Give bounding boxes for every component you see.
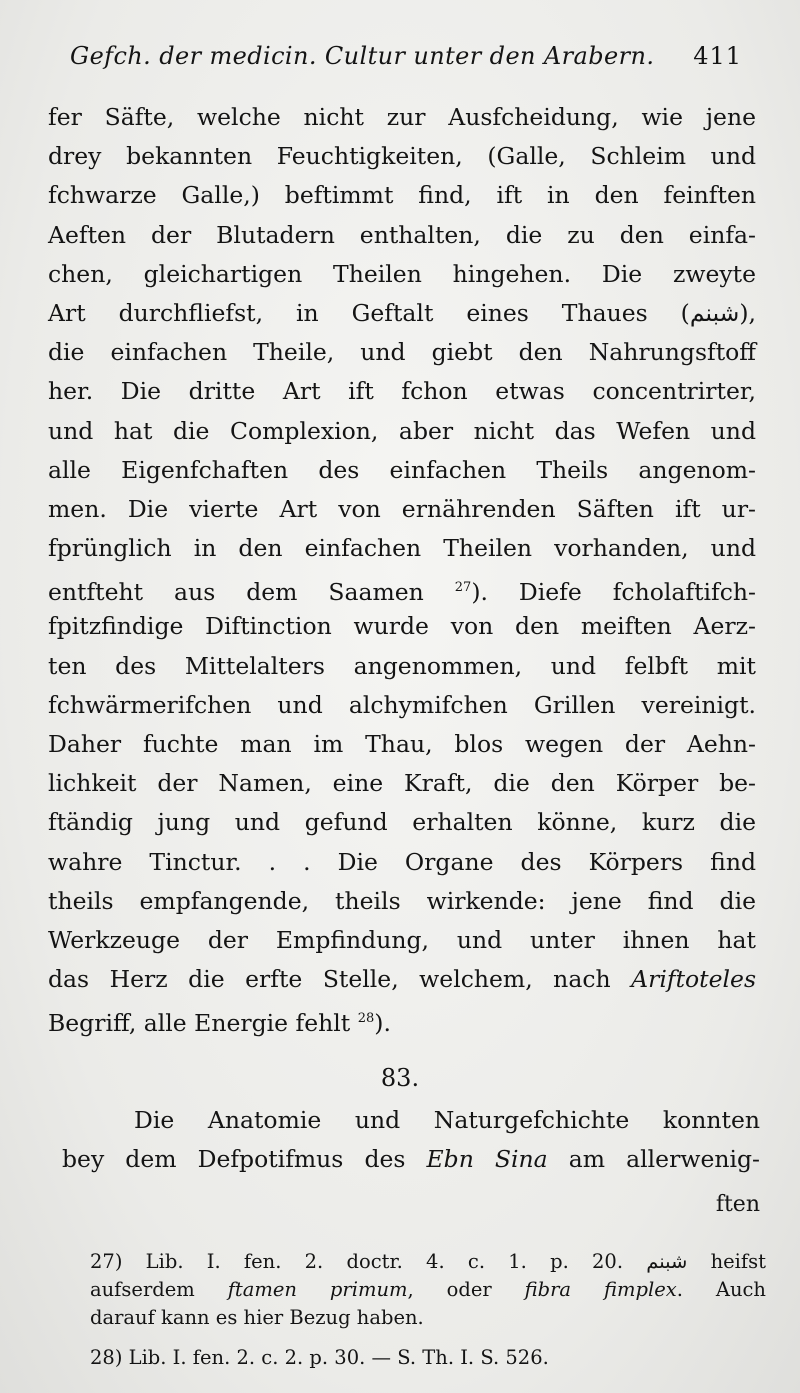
text-line: fprünglich in den einfachen Theilen vorhanden, und (48, 534, 756, 563)
text-segment: bey dem Defpotifmus des (62, 1145, 406, 1173)
text-line: Daher fuchte man im Thau, blos wegen der Aehn- (48, 730, 756, 758)
footnote-27-line: darauf kann es hier Bezug haben. (90, 1306, 424, 1329)
text-line (62, 1140, 760, 1179)
text-line: Aeften der Blutadern enthalten, die zu den einfa- (48, 220, 756, 249)
text-segment: 27) Lib. I. fen. 2. doctr. 4. c. 1. p. 20. (90, 1250, 624, 1273)
latin-term: fibra fimplex (524, 1278, 677, 1301)
section-number: 83. (380, 1064, 420, 1092)
author-name: Ariftoteles (631, 965, 756, 994)
text-line: fpitzfindige Diftinction wurde von den meiften Aerz- (48, 612, 756, 641)
author-name: Ebn Sina (426, 1145, 548, 1173)
text-line: theils empfangende, theils wirkende: jene find die (48, 886, 756, 915)
main-paragraph (48, 98, 756, 1039)
text-line: und hat die Complexion, aber nicht das Wefen und (48, 416, 756, 445)
text-line: men. Die vierte Art von ernährenden Säften ift ur- (48, 494, 756, 523)
text-line: ftändig jung und gefund erhalten könne, kurz die (48, 808, 756, 837)
text-line: Die Anatomie und Naturgefchichte konnten (134, 1106, 760, 1134)
text-line: Werkzeuge der Empfindung, und unter ihnen hat (48, 925, 756, 954)
text-segment: entfteht aus dem Saamen (48, 578, 424, 607)
text-line: fer Säfte, welche nicht zur Ausfcheidung, wie jene (48, 103, 756, 131)
text-line: die einfachen Theile, und giebt den Nahrungsftoff (48, 338, 756, 367)
latin-term: ftamen primum (227, 1278, 408, 1301)
text-segment: . Auch (676, 1278, 766, 1301)
text-line (48, 568, 756, 607)
arabic-word: شبنم (689, 298, 740, 327)
text-segment: Art durchfliefst, in Geftalt eines Thaues ( (48, 298, 690, 327)
text-line: fchwarze Galle,) beftimmt find, ift in den feinften (48, 181, 756, 210)
catchword: ften (715, 1192, 760, 1217)
text-segment: , oder (407, 1278, 492, 1301)
text-segment: das Herz die erfte Stelle, welchem, nach (48, 965, 611, 994)
text-segment: heifst (710, 1250, 766, 1273)
footnote-ref-27: 27 (454, 580, 472, 596)
text-line: lichkeit der Namen, eine Kraft, die den Körper be- (48, 769, 756, 798)
text-line (48, 999, 756, 1038)
footnote-ref-28: 28 (357, 1011, 375, 1027)
text-line: fchwärmerifchen und alchymifchen Grillen vereinigt. (48, 690, 756, 719)
text-line: ten des Mittelalters angenommen, und felbft mit (48, 651, 756, 680)
text-segment: Begriff, alle Energie fehlt (48, 1009, 351, 1038)
footnote-27-line (90, 1248, 766, 1276)
text-line: chen, gleichartigen Theilen hingehen. Die zweyte (48, 259, 756, 288)
text-line: alle Eigenfchaften des einfachen Theils angenom- (48, 455, 756, 484)
text-segment: ). Diefe fcholaftifch- (471, 578, 756, 607)
text-line (48, 960, 756, 999)
page-header (70, 42, 742, 82)
text-segment: ), (739, 298, 756, 327)
text-line: wahre Tinctur. . . Die Organe des Körpers find (48, 847, 756, 876)
footnotes (90, 1248, 766, 1372)
text-segment: am allerwenig- (568, 1145, 760, 1173)
second-paragraph (62, 1101, 760, 1179)
text-line: her. Die dritte Art ift fchon etwas concentrirter, (48, 377, 756, 406)
text-line (48, 294, 756, 333)
running-title: Gefch. der medicin. Cultur unter den Arabern. (70, 42, 655, 70)
footnote-27-line (90, 1276, 766, 1304)
footnote-28: 28) Lib. I. fen. 2. c. 2. p. 30. — S. Th. I. S. 526. (90, 1346, 549, 1369)
page-number: 411 (693, 42, 742, 70)
text-segment: aufserdem (90, 1278, 195, 1301)
text-segment: ). (374, 1009, 391, 1038)
arabic-word: شبنم (646, 1250, 688, 1273)
text-line: drey bekannten Feuchtigkeiten, (Galle, Schleim und (48, 142, 756, 171)
